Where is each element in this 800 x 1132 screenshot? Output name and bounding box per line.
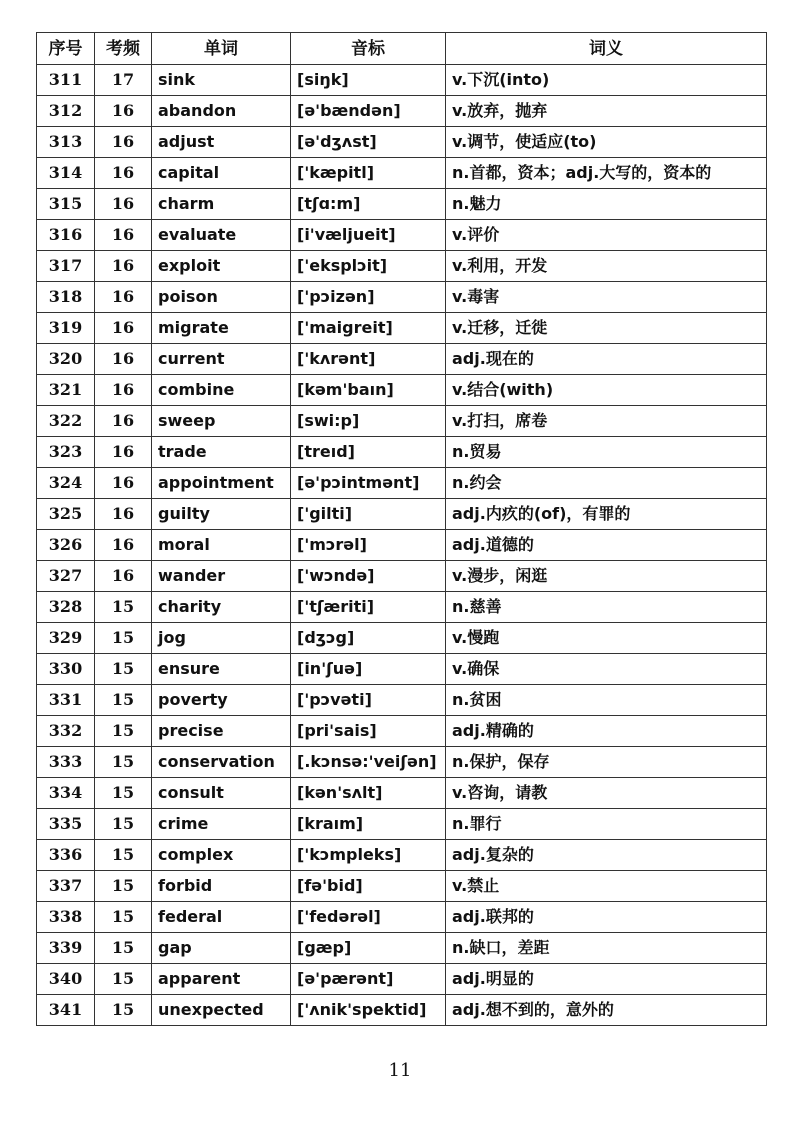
row-meaning: n.慈善 [446,592,767,623]
row-number: 325 [37,499,95,530]
table-body [37,65,767,1026]
table-row [37,220,767,251]
row-word: migrate [152,313,291,344]
row-number: 312 [37,96,95,127]
row-meaning: v.确保 [446,654,767,685]
row-phonetic: ['ʌnik'spektid] [291,995,446,1026]
row-meaning: n.保护，保存 [446,747,767,778]
table-row [37,995,767,1026]
row-meaning: v.调节，使适应(to) [446,127,767,158]
row-meaning: v.禁止 [446,871,767,902]
table-row [37,313,767,344]
row-word: capital [152,158,291,189]
row-word: wander [152,561,291,592]
table-row [37,871,767,902]
header-meaning: 词义 [446,33,767,65]
table-row [37,437,767,468]
row-phonetic: ['kʌrənt] [291,344,446,375]
row-frequency: 15 [95,685,152,716]
row-number: 319 [37,313,95,344]
row-frequency: 15 [95,747,152,778]
row-meaning: n.魅力 [446,189,767,220]
row-meaning: n.首都，资本；adj.大写的，资本的 [446,158,767,189]
row-number: 338 [37,902,95,933]
table-row [37,189,767,220]
table-row [37,747,767,778]
row-frequency: 16 [95,189,152,220]
row-frequency: 15 [95,840,152,871]
row-frequency: 17 [95,65,152,96]
row-frequency: 15 [95,809,152,840]
row-meaning: adj.现在的 [446,344,767,375]
row-meaning: v.迁移，迁徙 [446,313,767,344]
row-word: poverty [152,685,291,716]
row-phonetic: ['fedərəl] [291,902,446,933]
row-meaning: v.毒害 [446,282,767,313]
row-number: 317 [37,251,95,282]
row-frequency: 16 [95,468,152,499]
row-frequency: 15 [95,592,152,623]
row-word: guilty [152,499,291,530]
row-number: 329 [37,623,95,654]
header-word: 单词 [152,33,291,65]
row-meaning: v.下沉(into) [446,65,767,96]
row-frequency: 15 [95,964,152,995]
row-number: 320 [37,344,95,375]
table-row [37,561,767,592]
row-meaning: n.缺口，差距 [446,933,767,964]
row-phonetic: [fə'bid] [291,871,446,902]
row-meaning: v.打扫，席卷 [446,406,767,437]
row-word: sink [152,65,291,96]
row-number: 332 [37,716,95,747]
row-phonetic: ['gilti] [291,499,446,530]
row-number: 337 [37,871,95,902]
row-word: sweep [152,406,291,437]
page-number: 11 [388,1060,412,1081]
table-row [37,592,767,623]
row-meaning: adj.内疚的(of)，有罪的 [446,499,767,530]
table-row [37,375,767,406]
row-number: 330 [37,654,95,685]
row-phonetic: [in'ʃuə] [291,654,446,685]
table-row [37,96,767,127]
row-number: 334 [37,778,95,809]
row-frequency: 16 [95,158,152,189]
row-phonetic: ['pɔizən] [291,282,446,313]
row-meaning: adj.复杂的 [446,840,767,871]
row-word: appointment [152,468,291,499]
row-number: 315 [37,189,95,220]
row-frequency: 16 [95,251,152,282]
row-phonetic: [swi:p] [291,406,446,437]
row-frequency: 16 [95,313,152,344]
table-row [37,158,767,189]
table-row [37,685,767,716]
row-number: 326 [37,530,95,561]
row-phonetic: [ə'pɔintmənt] [291,468,446,499]
row-word: federal [152,902,291,933]
row-phonetic: ['pɔvəti] [291,685,446,716]
row-meaning: adj.道德的 [446,530,767,561]
row-word: apparent [152,964,291,995]
row-number: 322 [37,406,95,437]
row-number: 323 [37,437,95,468]
row-phonetic: [kən'sʌlt] [291,778,446,809]
row-number: 327 [37,561,95,592]
row-number: 318 [37,282,95,313]
row-number: 331 [37,685,95,716]
row-word: gap [152,933,291,964]
row-phonetic: [treıd] [291,437,446,468]
row-meaning: n.约会 [446,468,767,499]
row-word: evaluate [152,220,291,251]
table-row [37,623,767,654]
row-number: 311 [37,65,95,96]
row-word: abandon [152,96,291,127]
table-row [37,840,767,871]
table-row [37,778,767,809]
row-word: complex [152,840,291,871]
row-meaning: adj.想不到的，意外的 [446,995,767,1026]
row-meaning: v.慢跑 [446,623,767,654]
row-number: 335 [37,809,95,840]
table-row [37,406,767,437]
row-meaning: v.放弃，抛弃 [446,96,767,127]
row-frequency: 15 [95,623,152,654]
row-frequency: 15 [95,716,152,747]
row-frequency: 16 [95,530,152,561]
row-frequency: 16 [95,437,152,468]
row-word: adjust [152,127,291,158]
row-frequency: 16 [95,375,152,406]
row-word: conservation [152,747,291,778]
row-number: 314 [37,158,95,189]
row-frequency: 16 [95,499,152,530]
row-meaning: v.漫步，闲逛 [446,561,767,592]
row-phonetic: ['maigreit] [291,313,446,344]
row-phonetic: [ə'dʒʌst] [291,127,446,158]
row-phonetic: [.kɔnsə:'veiʃən] [291,747,446,778]
row-phonetic: ['eksplɔit] [291,251,446,282]
row-frequency: 16 [95,561,152,592]
vocabulary-table [36,32,767,1026]
row-word: moral [152,530,291,561]
row-phonetic: [ə'bændən] [291,96,446,127]
row-word: forbid [152,871,291,902]
table-row [37,809,767,840]
row-meaning: n.罪行 [446,809,767,840]
table-row [37,127,767,158]
table-row [37,654,767,685]
table-row [37,251,767,282]
row-number: 339 [37,933,95,964]
row-number: 336 [37,840,95,871]
row-word: poison [152,282,291,313]
row-phonetic: [kəm'baın] [291,375,446,406]
row-word: jog [152,623,291,654]
row-number: 340 [37,964,95,995]
header-number: 序号 [37,33,95,65]
row-frequency: 16 [95,220,152,251]
row-phonetic: [siŋk] [291,65,446,96]
row-frequency: 15 [95,778,152,809]
vocabulary-sheet [36,32,766,1026]
row-phonetic: ['kæpitl] [291,158,446,189]
table-row [37,344,767,375]
table-row [37,902,767,933]
row-meaning: v.利用，开发 [446,251,767,282]
row-frequency: 15 [95,902,152,933]
row-word: combine [152,375,291,406]
row-word: trade [152,437,291,468]
header-frequency: 考频 [95,33,152,65]
row-meaning: v.结合(with) [446,375,767,406]
row-phonetic: ['kɔmpleks] [291,840,446,871]
row-word: charity [152,592,291,623]
row-word: precise [152,716,291,747]
row-meaning: v.评价 [446,220,767,251]
row-meaning: adj.精确的 [446,716,767,747]
row-number: 328 [37,592,95,623]
row-phonetic: ['mɔrəl] [291,530,446,561]
table-row [37,468,767,499]
row-word: current [152,344,291,375]
row-phonetic: [i'væljueit] [291,220,446,251]
row-word: unexpected [152,995,291,1026]
row-frequency: 16 [95,127,152,158]
table-header-row [37,33,767,65]
table-row [37,933,767,964]
row-phonetic: ['tʃæriti] [291,592,446,623]
row-phonetic: [gæp] [291,933,446,964]
row-word: consult [152,778,291,809]
row-frequency: 16 [95,406,152,437]
row-word: crime [152,809,291,840]
row-phonetic: [dʒɔg] [291,623,446,654]
row-number: 341 [37,995,95,1026]
row-phonetic: [tʃɑ:m] [291,189,446,220]
header-phonetic: 音标 [291,33,446,65]
row-phonetic: [kraım] [291,809,446,840]
row-word: ensure [152,654,291,685]
row-number: 316 [37,220,95,251]
row-meaning: adj.明显的 [446,964,767,995]
row-meaning: n.贫困 [446,685,767,716]
row-number: 321 [37,375,95,406]
row-meaning: n.贸易 [446,437,767,468]
row-number: 333 [37,747,95,778]
table-row [37,282,767,313]
row-phonetic: [ə'pærənt] [291,964,446,995]
row-phonetic: ['wɔndə] [291,561,446,592]
table-row [37,716,767,747]
row-frequency: 15 [95,654,152,685]
row-frequency: 15 [95,995,152,1026]
row-number: 324 [37,468,95,499]
row-frequency: 15 [95,933,152,964]
row-phonetic: [pri'sais] [291,716,446,747]
table-row [37,65,767,96]
row-frequency: 16 [95,282,152,313]
row-number: 313 [37,127,95,158]
table-row [37,530,767,561]
row-frequency: 15 [95,871,152,902]
row-word: exploit [152,251,291,282]
row-frequency: 16 [95,96,152,127]
table-row [37,964,767,995]
row-frequency: 16 [95,344,152,375]
row-word: charm [152,189,291,220]
row-meaning: v.咨询，请教 [446,778,767,809]
table-row [37,499,767,530]
row-meaning: adj.联邦的 [446,902,767,933]
